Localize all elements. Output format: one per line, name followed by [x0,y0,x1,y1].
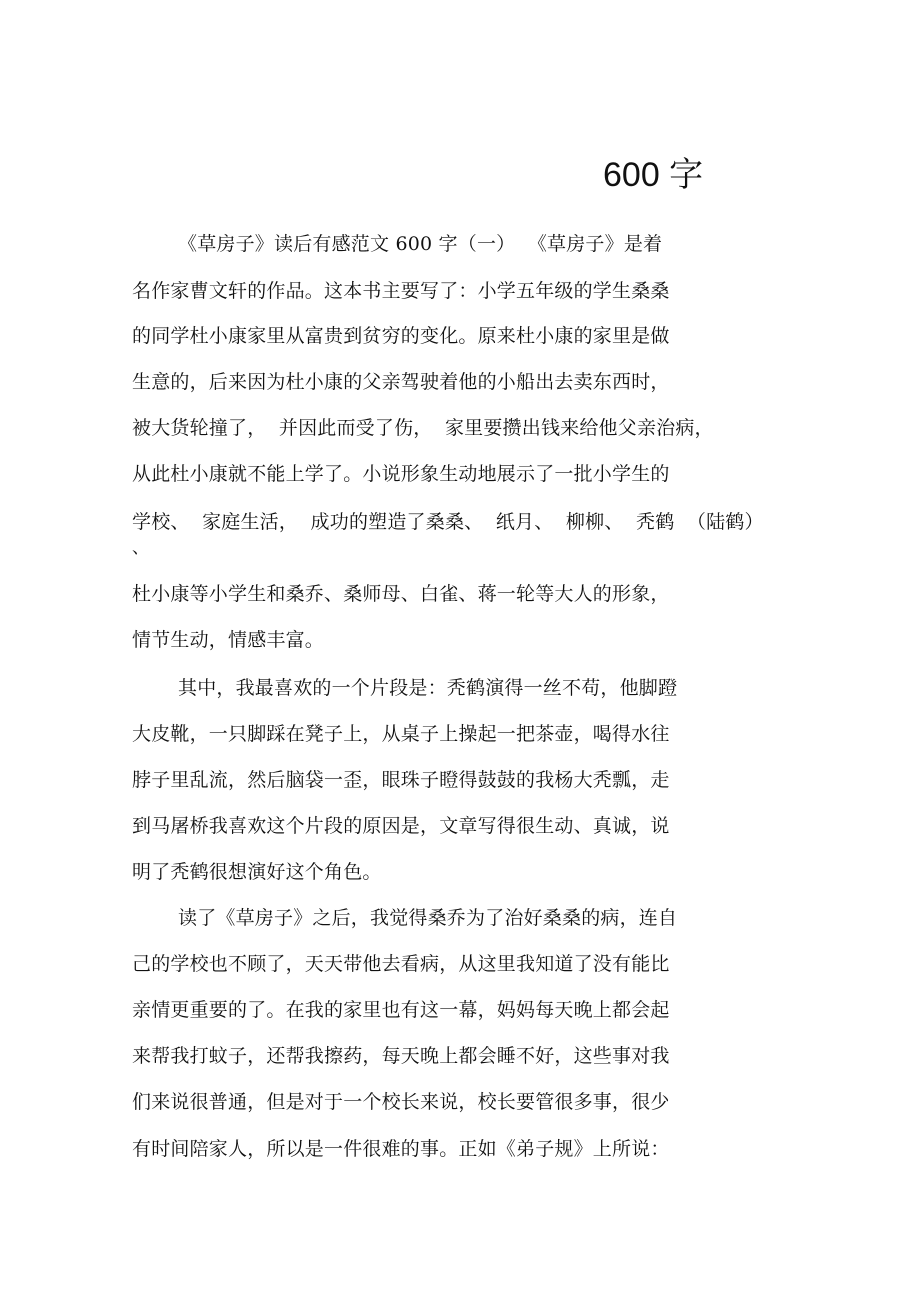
text-line: 来帮我打蚊子，还帮我擦药，每天晚上都会睡不好，这些事对我 [132,1045,670,1067]
text-line: 大皮靴，一只脚踩在凳子上，从桌子上操起一把茶壶，喝得水往 [132,723,670,745]
text-line: 名作家曹文轩的作品。这本书主要写了：小学五年级的学生桑桑 [132,280,670,302]
text-line: 其中，我最喜欢的一个片段是：秃鹤演得一丝不苟，他脚蹬 [178,677,678,699]
text-line: 的同学杜小康家里从富贵到贫穷的变化。原来杜小康的家里是做 [132,325,670,347]
text-line: 杜小康等小学生和桑乔、桑师母、白雀、蒋一轮等大人的形象， [132,583,670,605]
text-line: 脖子里乱流，然后脑袋一歪，眼珠子瞪得鼓鼓的我杨大秃瓢，走 [132,769,670,791]
text-line: 被大货轮撞了， 并因此而受了伤， 家里要攒出钱来给他父亲治病， [132,417,714,439]
text-line: 己的学校也不顾了，天天带他去看病，从这里我知道了没有能比 [132,953,670,975]
text-line: 、 [132,538,149,558]
text-line: 情节生动，情感丰富。 [132,629,325,651]
page-title: 600 字 [603,156,704,194]
text-line: 从此杜小康就不能上学了。小说形象生动地展示了一批小学生的 [132,463,670,485]
text-line: 们来说很普通，但是对于一个校长来说，校长要管很多事，很少 [132,1091,670,1113]
text-line: 有时间陪家人，所以是一件很难的事。正如《弟子规》上所说： [132,1138,670,1160]
text-line: 读了《草房子》之后，我觉得桑乔为了治好桑桑的病，连自 [178,907,678,929]
text-line: 《草房子》读后有感范文 600 字（一） 《草房子》是着 [178,233,663,255]
text-line: 生意的，后来因为杜小康的父亲驾驶着他的小船出去卖东西时， [132,371,670,393]
text-line: 亲情更重要的了。在我的家里也有这一幕，妈妈每天晚上都会起 [132,999,670,1021]
text-line: 到马屠桥我喜欢这个片段的原因是，文章写得很生动、真诚，说 [132,815,670,837]
text-line: 学校、 家庭生活， 成功的塑造了桑桑、 纸月、 柳柳、 秃鹤 （陆鹤） [132,511,764,533]
text-line: 明了秃鹤很想演好这个角色。 [132,861,382,883]
